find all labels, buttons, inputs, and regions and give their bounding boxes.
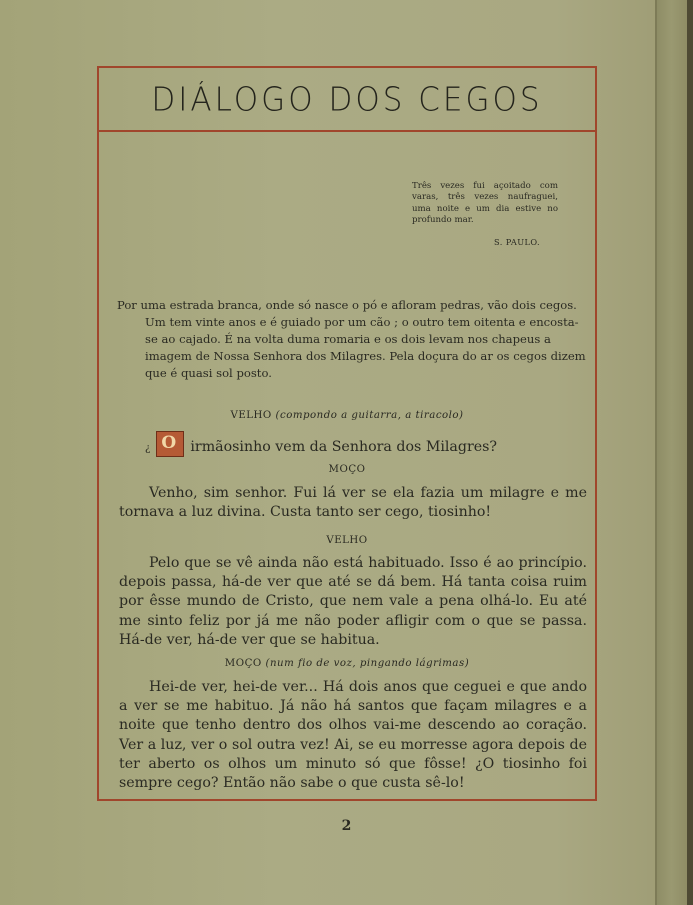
stage-intro — [117, 297, 588, 382]
title-divider — [99, 130, 595, 132]
stage-direction: (num fio de voz, pingando lágrimas) — [265, 658, 470, 669]
speaker-name: VELHO — [326, 535, 368, 546]
speaker-name: MOÇO — [328, 464, 366, 475]
speech-2: Venho, sim senhor. Fui lá ver se ela fazia um milagre e me tornava a luz divina. Custa tanto ser cego, tiosinho! — [119, 485, 587, 521]
inverted-question-mark: ¿ — [145, 443, 151, 454]
epigraph-author: S. PAULO. — [494, 237, 540, 247]
epigraph-text: Três vezes fui açoitado com varas, três vezes naufraguei, uma noite e um dia estive no profundo mar. — [412, 181, 558, 226]
speaker-heading-4 — [99, 658, 595, 669]
page-number: 2 — [341, 818, 352, 834]
speaker-name: VELHO — [230, 410, 272, 421]
speaker-heading-3 — [99, 535, 595, 546]
intro-first-line: Por uma estrada branca, onde só nasce o pó e afloram pedras, vão dois cegos. — [117, 298, 577, 312]
speech-text: irmãosinho vem da Senhora dos Milagres? — [190, 439, 498, 455]
page-title: DIÁLOGO DOS CEGOS — [151, 81, 543, 119]
speech-3: Pelo que se vê ainda não está habituado. Isso é ao princípio. depois passa, há-de ver que até se dá bem. Há tanta coisa ruim por êsse mundo de Cristo, que nem vale a pena olhá-lo. Eu até me sinto feliz por já me não poder afligir com o que se passa. Há-de ver, há-de ver que se habitua. — [119, 555, 587, 648]
intro-rest: Um tem vinte anos e é guiado por um cão ; o outro tem oitenta e encosta-se ao cajado. É na volta duma romaria e os dois levam nos chapeus a imagem de Nossa Senhora dos Milagres. Pela doçura do ar os cegos dizem que é quasi sol posto. — [145, 315, 586, 380]
speech-1 — [145, 431, 497, 457]
spine-edge — [687, 0, 693, 905]
stage-direction: (compondo a guitarra, a tiracolo) — [275, 410, 464, 421]
decorative-initial-o-icon — [156, 431, 184, 457]
text-frame — [97, 66, 597, 801]
speaker-heading-1 — [99, 410, 595, 421]
speech-4: Hei-de ver, hei-de ver... Há dois anos que ceguei e que ando a ver se me habituo. Já não há santos que façam milagres e a noite que tenho dentro dos olhos vai-me descendo ao coração. Ver a luz, ver o sol outra vez! Ai, se eu morresse agora depois de ter aberto os olhos um minuto só que fôsse! ¿O tiosinho foi sempre cego? Então não sabe o que custa sê-lo! — [119, 679, 587, 792]
speaker-heading-2 — [99, 464, 595, 475]
speaker-name: MOÇO — [224, 658, 262, 669]
